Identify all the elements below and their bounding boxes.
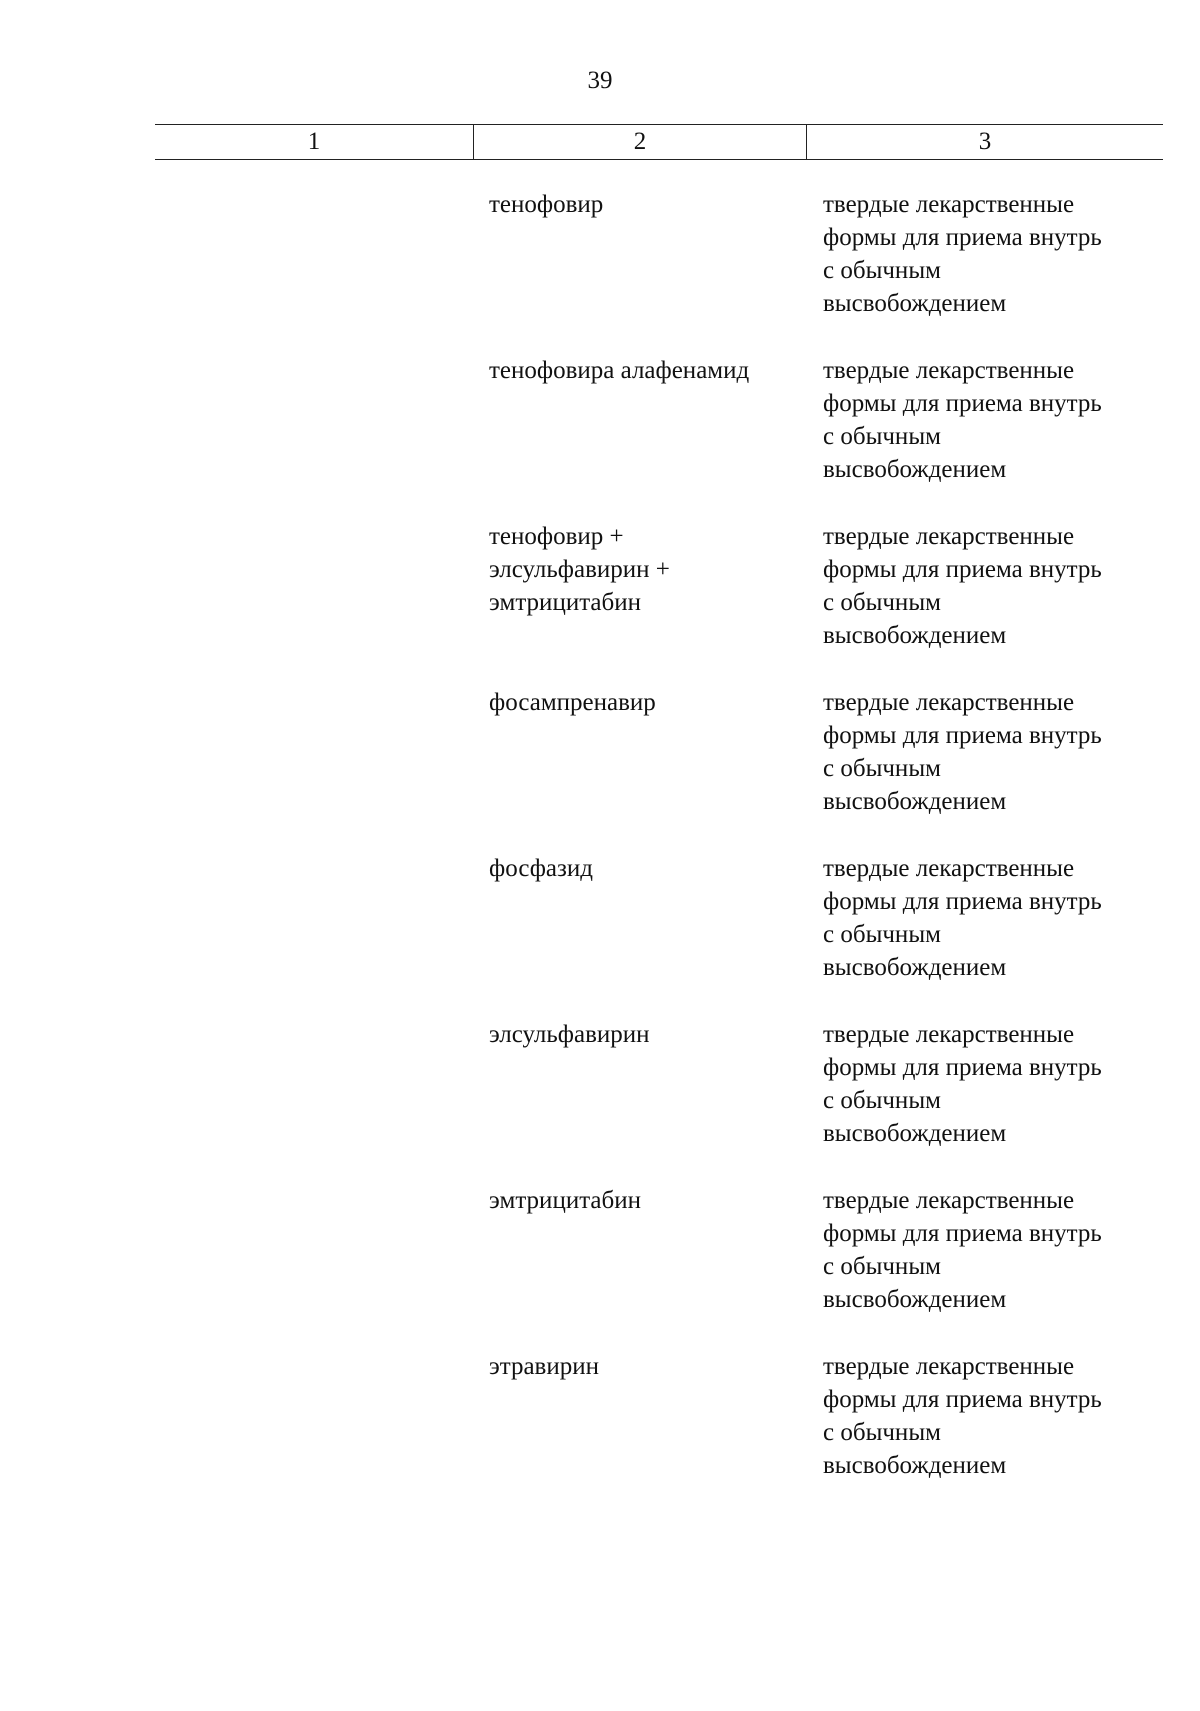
drug-name: элсульфавирин (489, 1021, 650, 1048)
table-header-bottom-rule (155, 159, 1163, 160)
page-number: 39 (587, 67, 613, 94)
drug-name: эмтрицитабин (489, 1187, 642, 1214)
table-row (0, 1350, 1200, 1516)
drug-name: фосфазид (489, 855, 593, 882)
drug-name: тенофовир + элсульфавирин + эмтрицитабин (489, 523, 670, 616)
dosage-form: твердые лекарственные формы для приема внутрь с обычным высвобождением (823, 191, 1102, 317)
dosage-form: твердые лекарственные формы для приема внутрь с обычным высвобождением (823, 689, 1102, 815)
dosage-form: твердые лекарственные формы для приема внутрь с обычным высвобождением (823, 357, 1102, 483)
column-header-1: 1 (307, 128, 321, 155)
dosage-form: твердые лекарственные формы для приема внутрь с обычным высвобождением (823, 1187, 1102, 1313)
dosage-form: твердые лекарственные формы для приема внутрь с обычным высвобождением (823, 1353, 1102, 1479)
table-row (0, 686, 1200, 852)
drug-name: тенофовир (489, 191, 604, 218)
column-header-3: 3 (978, 128, 992, 155)
table-row (0, 1018, 1200, 1184)
column-header-2: 2 (633, 128, 647, 155)
table-body (0, 188, 1200, 1516)
table-row (0, 852, 1200, 1018)
drug-name: тенофовира алафенамид (489, 357, 750, 384)
dosage-form: твердые лекарственные формы для приема внутрь с обычным высвобождением (823, 855, 1102, 981)
table-row (0, 1184, 1200, 1350)
table-row (0, 188, 1200, 354)
drug-name: этравирин (489, 1353, 599, 1380)
dosage-form: твердые лекарственные формы для приема внутрь с обычным высвобождением (823, 523, 1102, 649)
table-row (0, 520, 1200, 686)
table-header-top-rule (155, 124, 1163, 125)
table-row (0, 354, 1200, 520)
drug-name: фосампренавир (489, 689, 656, 716)
dosage-form: твердые лекарственные формы для приема внутрь с обычным высвобождением (823, 1021, 1102, 1147)
